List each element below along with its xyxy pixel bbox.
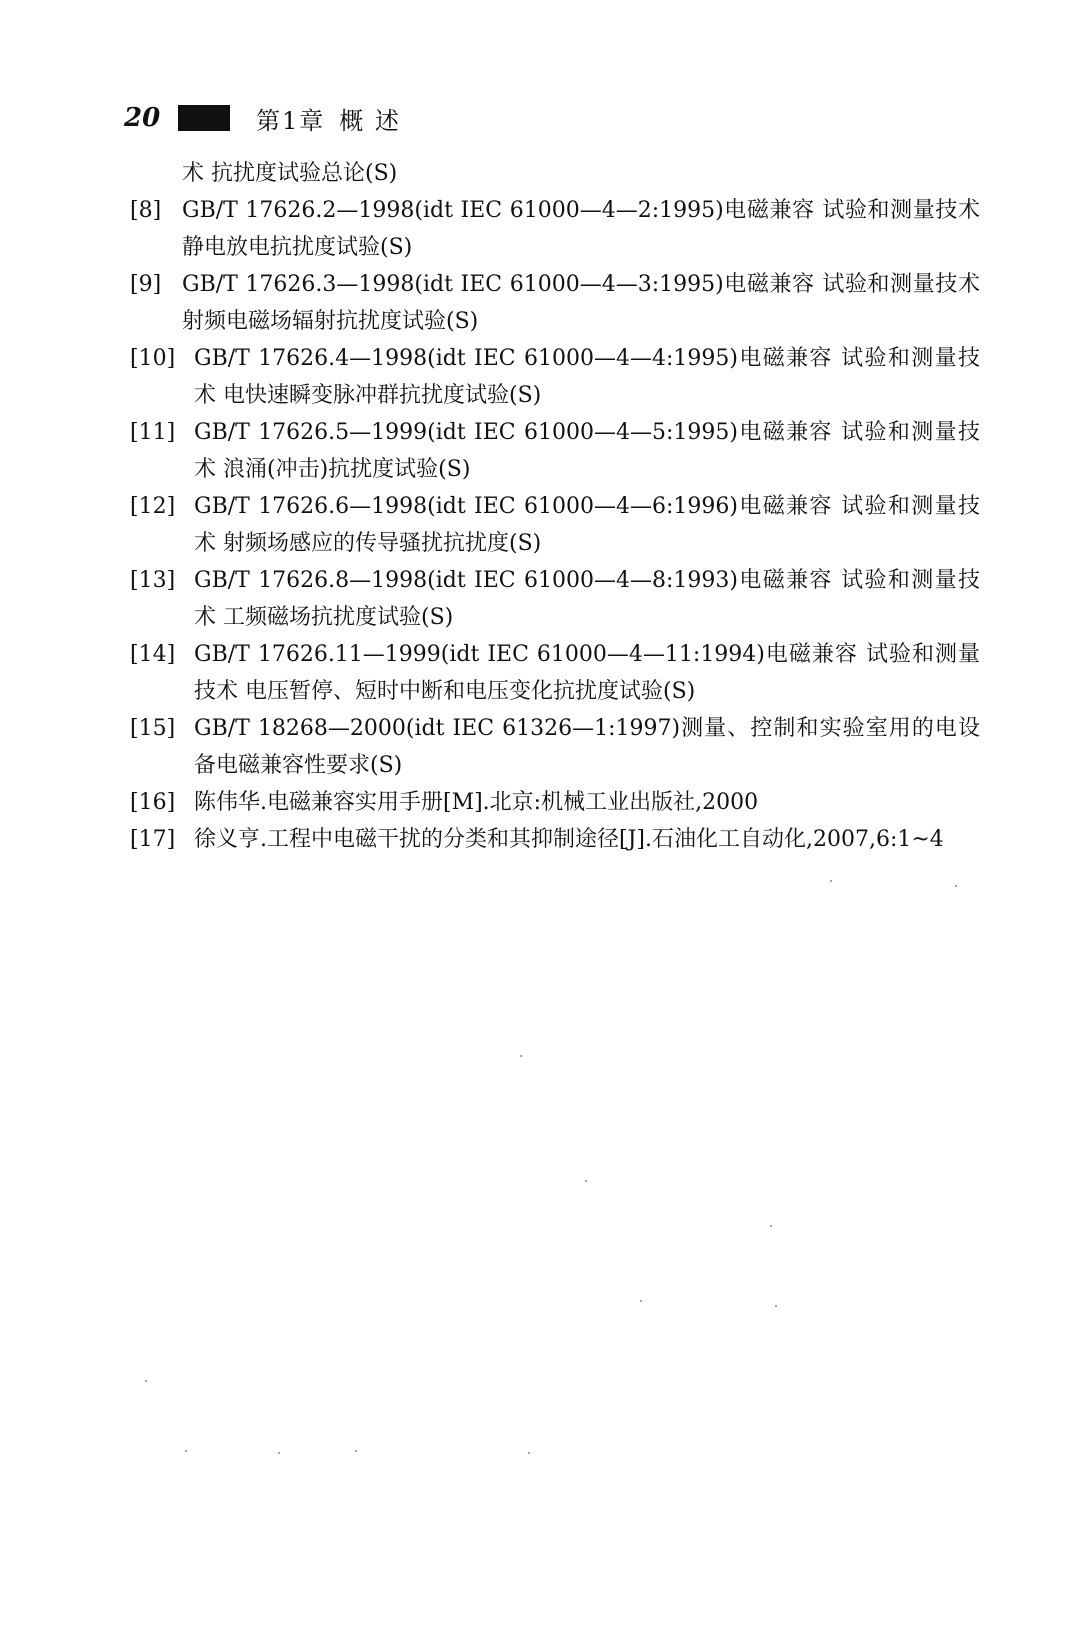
scan-speck	[145, 1380, 147, 1382]
reference-number: [11]	[130, 420, 176, 445]
reference-text: GB/T 17626.6—1998(idt IEC 61000—4—6:1996)电磁兼容 试验和测量技术 射频场感应的传导骚扰抗扰度(S)	[194, 494, 980, 556]
reference-item	[130, 488, 980, 562]
reference-number: [12]	[130, 494, 176, 519]
reference-number: [13]	[130, 568, 176, 593]
reference-number: [16]	[130, 790, 176, 815]
reference-text: GB/T 17626.5—1999(idt IEC 61000—4—5:1995)电磁兼容 试验和测量技术 浪涌(冲击)抗扰度试验(S)	[194, 420, 980, 482]
page-number: 20	[124, 103, 161, 133]
reference-item	[130, 414, 980, 488]
header-bar-decoration	[178, 105, 230, 131]
chapter-heading	[256, 101, 401, 136]
reference-text: 陈伟华.电磁兼容实用手册[M].北京:机械工业出版社,2000	[194, 790, 759, 815]
reference-number: [8]	[130, 198, 162, 223]
reference-text: 徐义亨.工程中电磁干扰的分类和其抑制途径[J].石油化工自动化,2007,6:1~4	[194, 827, 944, 852]
reference-item	[130, 266, 980, 340]
scan-speck	[355, 1450, 357, 1452]
scan-speck	[955, 885, 957, 887]
reference-item	[130, 562, 980, 636]
scan-speck	[185, 1450, 187, 1452]
reference-number: [17]	[130, 827, 176, 852]
reference-item	[130, 784, 980, 821]
reference-text: GB/T 17626.11—1999(idt IEC 61000—4—11:1994)电磁兼容 试验和测量技术 电压暂停、短时中断和电压变化抗扰度试验(S)	[194, 642, 980, 704]
reference-number: [10]	[130, 346, 176, 371]
scan-speck	[278, 1452, 280, 1454]
scan-speck	[770, 1225, 772, 1227]
page-header	[124, 98, 401, 138]
reference-number: [15]	[130, 716, 176, 741]
reference-item	[130, 710, 980, 784]
reference-item	[130, 192, 980, 266]
chapter-title: 概 述	[339, 106, 401, 135]
scan-speck	[585, 1180, 587, 1182]
reference-continuation: 术 抗扰度试验总论(S)	[182, 161, 398, 186]
reference-text: GB/T 17626.3—1998(idt IEC 61000—4—3:1995)电磁兼容 试验和测量技术 射频电磁场辐射抗扰度试验(S)	[182, 272, 980, 334]
scan-speck	[528, 1452, 530, 1454]
reference-item	[130, 340, 980, 414]
reference-number: [14]	[130, 642, 176, 667]
chapter-label: 第1章	[256, 106, 326, 135]
scan-speck	[775, 1305, 777, 1307]
scan-speck	[830, 880, 832, 882]
reference-text: GB/T 17626.2—1998(idt IEC 61000—4—2:1995)电磁兼容 试验和测量技术 静电放电抗扰度试验(S)	[182, 198, 980, 260]
reference-item	[130, 821, 980, 858]
reference-text: GB/T 17626.8—1998(idt IEC 61000—4—8:1993)电磁兼容 试验和测量技术 工频磁场抗扰度试验(S)	[194, 568, 980, 630]
scan-speck	[520, 1055, 522, 1057]
reference-text: GB/T 17626.4—1998(idt IEC 61000—4—4:1995)电磁兼容 试验和测量技术 电快速瞬变脉冲群抗扰度试验(S)	[194, 346, 980, 408]
scan-speck	[640, 1300, 642, 1302]
reference-number: [9]	[130, 272, 162, 297]
reference-item	[130, 636, 980, 710]
reference-text: GB/T 18268—2000(idt IEC 61326—1:1997)测量、控制和实验室用的电设备电磁兼容性要求(S)	[194, 716, 980, 778]
reference-list	[130, 155, 980, 858]
